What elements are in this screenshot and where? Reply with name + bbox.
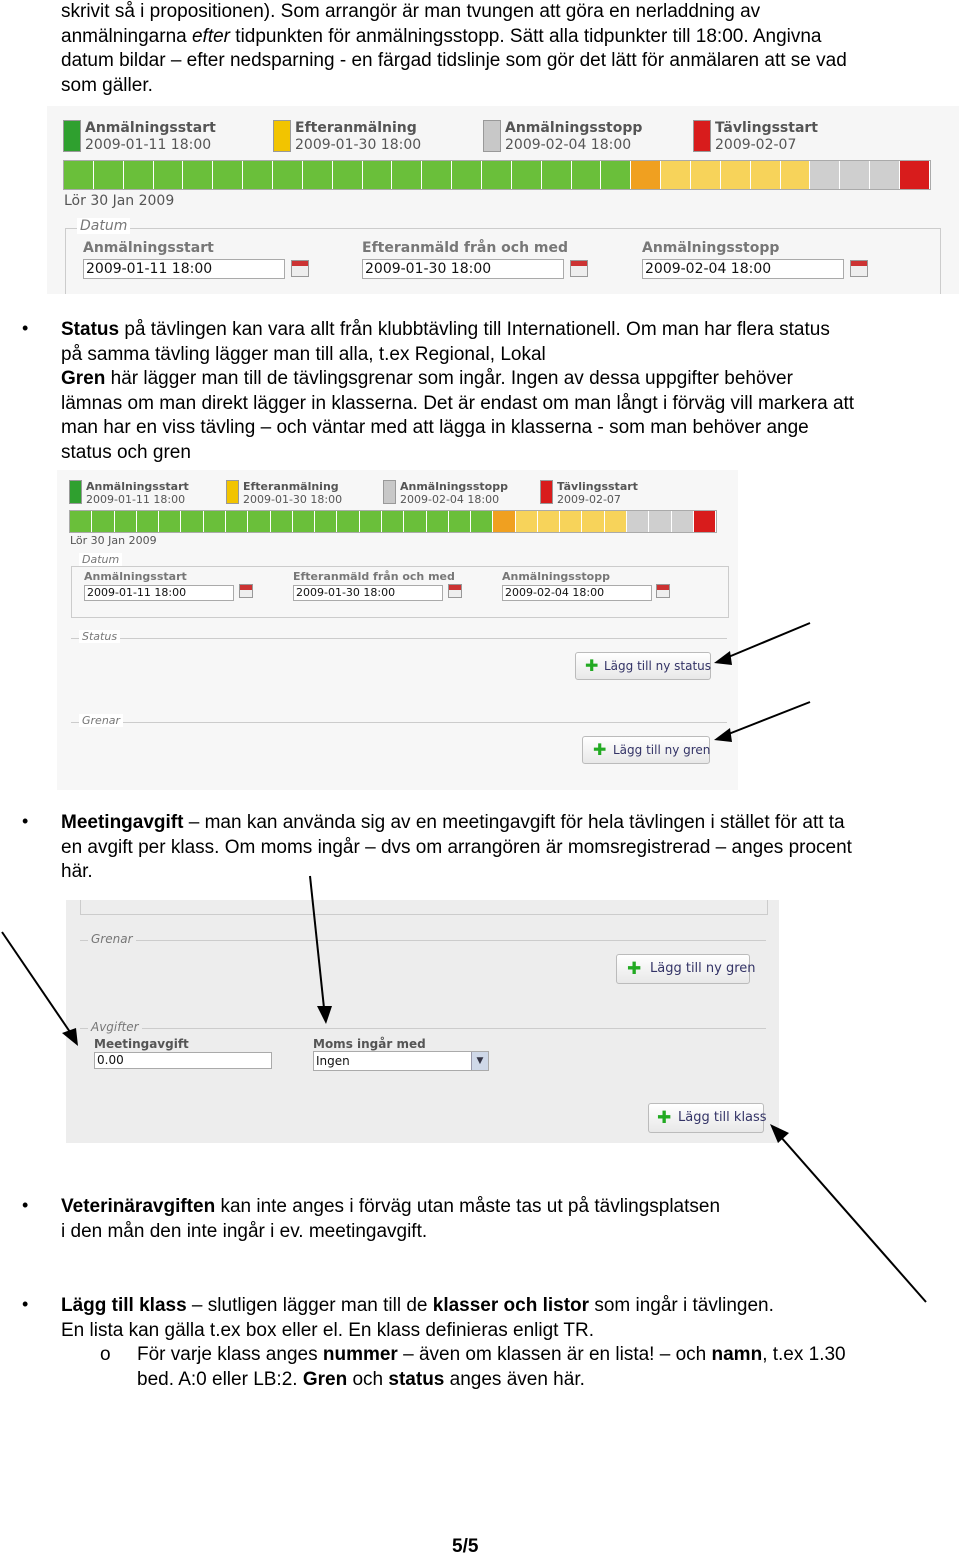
milestone-label: Anmälningsstopp [400,480,508,493]
field-label: Efteranmäld från och med [293,570,455,583]
milestone-label: Anmälningsstart [86,480,189,493]
plus-icon: ✚ [593,740,607,759]
milestone-label: Tävlingsstart [715,120,818,136]
milestone-label: Tävlingsstart [557,480,638,493]
milestone-date: 2009-01-30 18:00 [295,137,422,153]
milestone-date: 2009-02-07 [715,137,797,153]
milestone-date: 2009-01-11 18:00 [85,137,212,153]
timeline-screenshot-2 [57,470,738,790]
milestone-flag [383,480,396,504]
moms-select-value: Ingen [316,1054,350,1068]
calendar-icon[interactable] [570,260,588,277]
status-line-3: Gren här lägger man till de tävlingsgrenar som ingår. Ingen av dessa uppgifter behöver [61,368,793,390]
sub-line-2: bed. A:0 eller LB:2. Gren och status anges även här. [137,1368,585,1390]
bullet: • [22,811,29,831]
milestone-date: 2009-02-04 18:00 [505,137,632,153]
datum-legend: Datum [77,218,130,234]
status-line-2: på samma tävling lägger man till alla, t.ex Regional, Lokal [61,343,546,365]
arrow-to-moms [310,876,324,1008]
arrow-to-add-klass [780,1136,926,1302]
calendar-icon[interactable] [239,584,253,598]
arrow-to-meetingavgift [2,932,70,1032]
milestone-flag [226,480,239,504]
anmalningsstopp-input[interactable]: 2009-02-04 18:00 [642,259,844,279]
milestone-flag [69,480,82,504]
plus-icon: ✚ [627,959,642,979]
intro-line-4: som gäller. [61,74,153,96]
milestone-date: 2009-02-04 18:00 [400,493,500,506]
arrowhead [62,1028,78,1046]
bullet: • [22,1195,29,1215]
add-gren-label: Lägg till ny gren [613,743,711,757]
add-gren-label: Lägg till ny gren [650,961,756,976]
klass-line-2: En lista kan gälla t.ex box eller el. En klass definieras enligt TR. [61,1319,594,1341]
intro-line-2: anmälningarna efter tidpunkten för anmälningsstopp. Sätt alla tidpunkter till 18:00. Angivna [61,25,822,47]
meeting-line-2: en avgift per klass. Om moms ingår – dvs om arrangören är momsregistrerad – anges procent [61,836,852,858]
arrowhead [317,1006,332,1024]
intro-line-1: skrivit så i propositionen). Som arrangör är man tvungen att göra en nerladdning av [61,1,761,22]
klass-paragraph [61,1294,774,1343]
status-line-5: man har en viss tävling – och väntar med att lägga in klasserna - som man behöver ange [61,417,809,439]
anmalningsstopp-input[interactable]: 2009-02-04 18:00 [502,585,652,601]
arrow-annotations-1 [700,615,820,745]
milestone-date: 2009-02-07 [557,493,621,506]
status-line-1: Status på tävlingen kan vara allt från klubbtävling till Internationell. Om man har flera status [61,319,830,340]
today-label: Lör 30 Jan 2009 [64,193,175,209]
field-label: Anmälningsstopp [642,240,780,256]
field-label: Anmälningsstart [84,570,187,583]
timeline-screenshot-1 [47,106,959,294]
page-number: 5/5 [452,1536,479,1557]
intro-paragraph [61,0,847,98]
meeting-line-1: Meetingavgift – man kan använda sig av en meetingavgift för hela tävlingen i stället för att ta [61,812,845,833]
milestone-date: 2009-01-30 18:00 [243,493,343,506]
add-gren-button[interactable] [582,736,710,764]
field-label: Efteranmäld från och med [362,240,569,256]
arrowhead [714,728,732,742]
anmalningsstart-input[interactable]: 2009-01-11 18:00 [83,259,285,279]
plus-icon: ✚ [657,1108,672,1128]
arrowhead [770,1124,789,1143]
bullet: • [22,318,29,338]
status-line-6: status och gren [61,441,191,463]
milestone-date: 2009-01-11 18:00 [86,493,186,506]
calendar-icon[interactable] [448,584,462,598]
add-klass-label: Lägg till klass [678,1110,767,1125]
calendar-icon[interactable] [850,260,868,277]
add-status-button[interactable] [575,652,711,680]
grenar-legend: Grenar [88,932,136,946]
calendar-icon[interactable] [291,260,309,277]
arrowhead [714,651,732,665]
meetingavgift-label: Meetingavgift [94,1037,189,1051]
milestone-flag [273,120,291,152]
avgifter-legend: Avgifter [88,1020,142,1034]
efteranmald-input[interactable]: 2009-01-30 18:00 [293,585,443,601]
milestone-flag [483,120,501,152]
klass-line-1: Lägg till klass – slutligen lägger man till de klasser och listor som ingår i tävlingen. [61,1295,774,1316]
timeline-bar [69,510,717,533]
today-label: Lör 30 Jan 2009 [70,534,157,547]
milestone-label: Efteranmälning [243,480,339,493]
datum-legend: Datum [79,553,122,566]
meetingavgift-input[interactable]: 0.00 [94,1052,272,1069]
anmalningsstart-input[interactable]: 2009-01-11 18:00 [84,585,234,601]
sub-bullet-marker: o [100,1344,111,1365]
field-label: Anmälningsstart [83,240,214,256]
intro-line-3: datum bildar – efter nedsparning - en färgad tidslinje som gör det lätt för anmälaren att se vad [61,50,847,72]
vet-line-1: Veterinäravgiften kan inte anges i förväg utan måste tas ut på tävlingsplatsen [61,1196,721,1217]
milestone-flag [693,120,711,152]
status-legend: Status [79,630,120,643]
efteranmald-input[interactable]: 2009-01-30 18:00 [362,259,564,279]
milestone-label: Anmälningsstopp [505,120,643,136]
bullet: • [22,1294,29,1314]
plus-icon: ✚ [585,656,599,675]
meeting-line-3: här. [61,861,93,883]
status-paragraph [61,318,854,466]
arrow-to-gren [726,702,810,735]
milestone-flag [63,120,81,152]
vet-line-2: i den mån den inte ingår i ev. meetingavgift. [61,1220,428,1242]
milestone-flag [540,480,553,504]
sub-bullet-paragraph [137,1343,846,1392]
vet-paragraph [61,1195,720,1244]
status-line-4: lämnas om man direkt lägger in klasserna. Det är endast om man långt i förväg vill markera att [61,392,855,414]
calendar-icon[interactable] [656,584,670,598]
timeline-bar [63,160,931,190]
moms-label: Moms ingår med [313,1037,426,1051]
milestone-label: Anmälningsstart [85,120,216,136]
chevron-down-icon: ▼ [471,1052,488,1070]
milestone-label: Efteranmälning [295,120,417,136]
sub-line-1: För varje klass anges nummer – även om klassen är en lista! – och namn, t.ex 1.30 [137,1344,846,1365]
add-status-label: Lägg till ny status [604,659,712,673]
grenar-legend: Grenar [79,714,123,727]
field-label: Anmälningsstopp [502,570,610,583]
arrow-to-status [726,623,810,658]
